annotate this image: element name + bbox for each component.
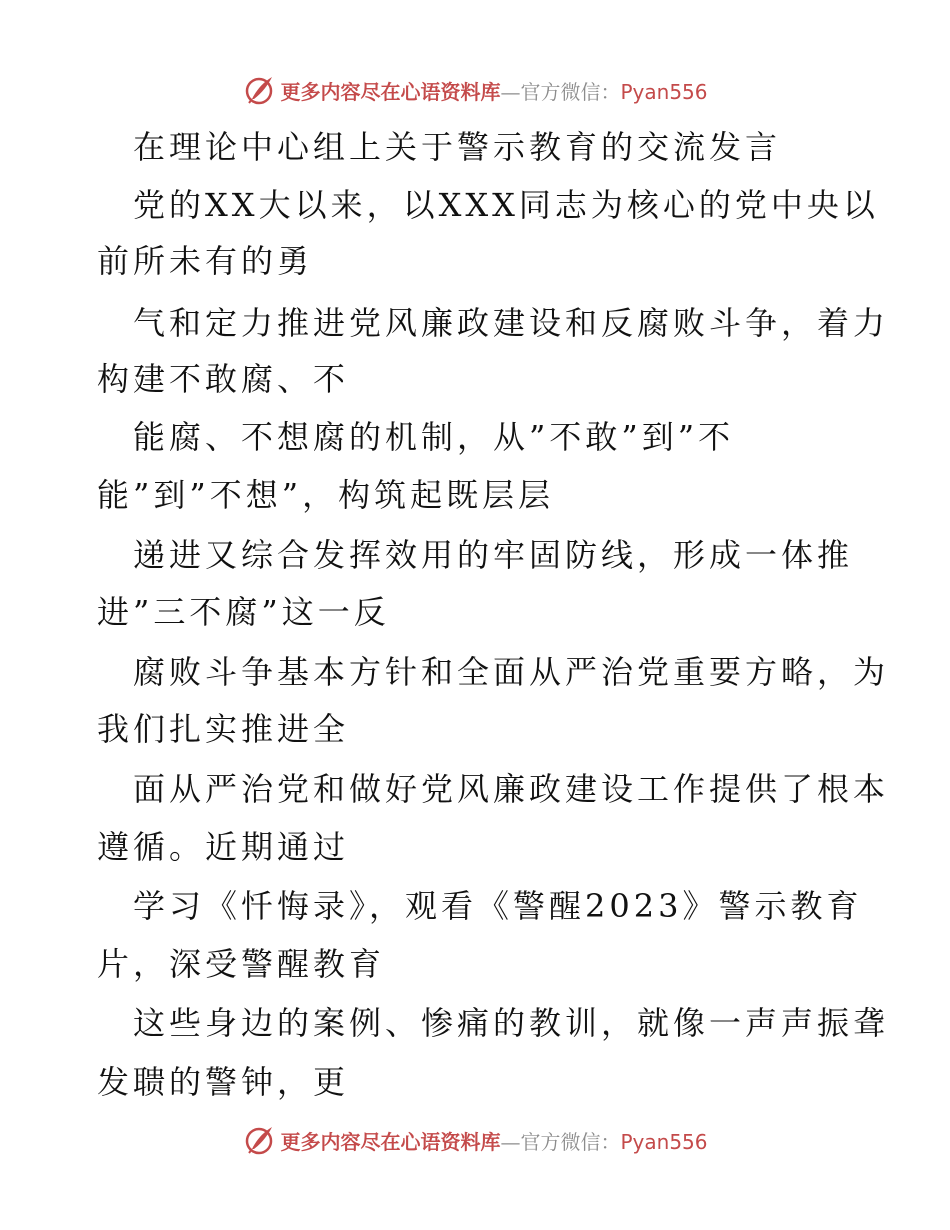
feather-pen-logo-icon	[242, 73, 276, 107]
header-watermark	[0, 70, 950, 110]
paragraph-line: 进”三不腐”这一反	[97, 593, 390, 631]
paragraph-line: 前所未有的勇	[97, 242, 314, 280]
watermark-brand: 更多内容尽在心语资料库	[280, 79, 501, 104]
footer-watermark	[0, 1120, 950, 1160]
watermark-wechat-label: 官方微信：	[520, 1129, 621, 1154]
watermark-separator: —	[500, 1129, 521, 1154]
paragraph-line: 片，深受警醒教育	[97, 945, 386, 983]
paragraph-line: 遵循。近期通过	[97, 828, 350, 866]
paragraph-line: 递进又综合发挥效用的牢固防线，形成一体推	[133, 536, 854, 574]
watermark-wechat-id: Pyan556	[620, 79, 708, 104]
paragraph-line: 气和定力推进党风廉政建设和反腐败斗争，着力	[133, 304, 890, 342]
paragraph-line: 能腐、不想腐的机制，从”不敢”到”不	[133, 418, 735, 456]
watermark-text	[280, 1126, 707, 1155]
paragraph-line: 发聩的警钟，更	[97, 1063, 350, 1101]
feather-pen-logo-icon	[242, 1123, 276, 1157]
document-title: 在理论中心组上关于警示教育的交流发言	[133, 128, 782, 166]
paragraph-line: 腐败斗争基本方针和全面从严治党重要方略，为	[133, 653, 890, 691]
paragraph-line: 党的XX大以来，以XXX同志为核心的党中央以	[133, 186, 879, 224]
paragraph-line: 我们扎实推进全	[97, 710, 350, 748]
paragraph-line: 构建不敢腐、不	[97, 360, 350, 398]
paragraph-line: 这些身边的案例、惨痛的教训，就像一声声振聋	[133, 1004, 890, 1042]
watermark-wechat-label: 官方微信：	[520, 79, 621, 104]
watermark-brand: 更多内容尽在心语资料库	[280, 1129, 501, 1154]
watermark-text	[280, 76, 707, 105]
paragraph-line: 学习《忏悔录》，观看《警醒2023》警示教育	[133, 887, 863, 925]
watermark-wechat-id: Pyan556	[620, 1129, 708, 1154]
paragraph-line: 能”到”不想”，构筑起既层层	[97, 476, 555, 514]
paragraph-line: 面从严治党和做好党风廉政建设工作提供了根本	[133, 770, 890, 808]
watermark-separator: —	[500, 79, 521, 104]
